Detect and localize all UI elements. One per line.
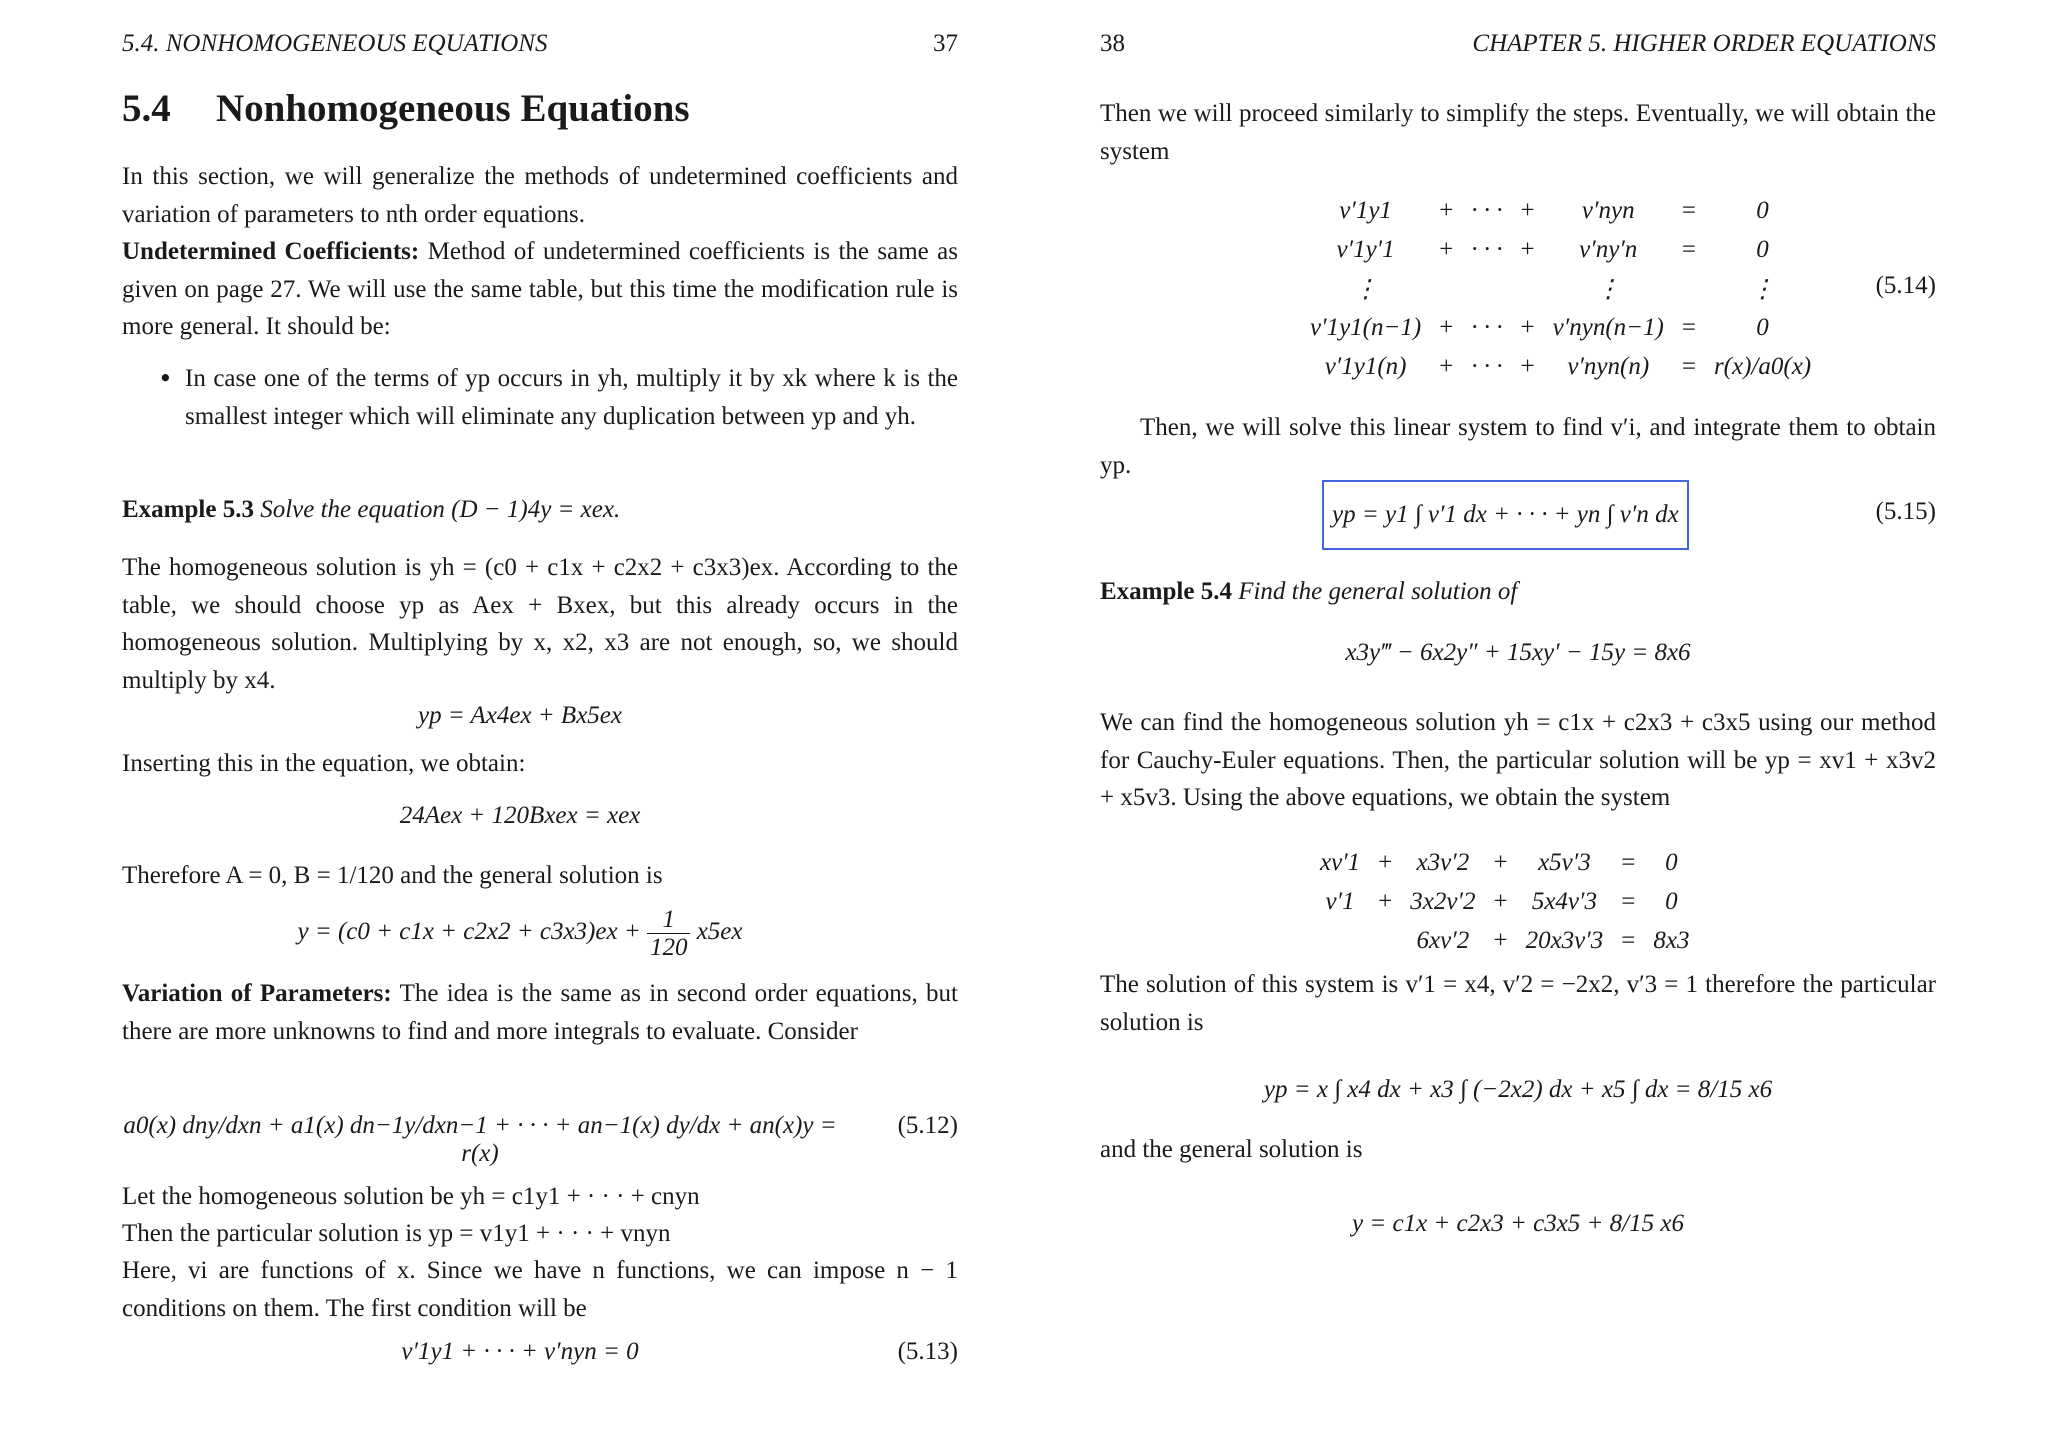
system-row — [1312, 922, 1697, 959]
equation-example-5-4: x3y‴ − 6x2y″ + 15xy′ − 15y = 8x6 — [1345, 639, 1691, 666]
undetermined-coefficients-paragraph — [122, 233, 958, 346]
equation-number-5-12: (5.12) — [897, 1112, 958, 1139]
system-cell: + — [1493, 926, 1508, 954]
system-cell: 20x3v′3 — [1525, 926, 1604, 954]
system-cell: + — [1378, 848, 1393, 876]
system-cell — [1312, 922, 1368, 959]
example-text: Find the general solution of — [1238, 578, 1518, 605]
system-cell: 0 — [1756, 235, 1769, 263]
example-text: Solve the equation (D − 1)4y = xex. — [260, 496, 621, 523]
system-cell: + — [1493, 887, 1508, 915]
system-cell: = — [1681, 235, 1696, 263]
system-cell: ⋮ — [1750, 275, 1776, 303]
solution-paragraph: The solution of this system is v′1 = x4, v′2 = −2x2, v′3 = 1 therefore the particular solution is — [1100, 971, 1936, 1036]
system-cell: = — [1621, 848, 1636, 876]
system-cell — [1370, 922, 1400, 959]
system-cell: 0 — [1756, 313, 1769, 341]
vp-text: The idea is the same as in second order equations, but there are more unknowns to find and more integrals to evaluate. Consider — [122, 980, 958, 1045]
system-cell: + — [1439, 352, 1454, 380]
example-5-3 — [122, 491, 958, 529]
system-cell: v′1y1(n) — [1324, 352, 1407, 380]
system-cell: + — [1520, 235, 1535, 263]
right-page — [1100, 0, 1936, 1448]
general-text: and the general solution is — [1100, 1136, 1363, 1163]
uc-text: Method of undetermined coefficients is the same as given on page 27. We will use the same table, but this time the modification rule is more general. It should be: — [122, 238, 959, 340]
system-cell: r(x)/a0(x) — [1713, 352, 1812, 380]
system-cell: = — [1621, 926, 1636, 954]
therefore-text: Therefore A = 0, B = 1/120 and the general solution is — [122, 862, 663, 889]
system-cell: x5v′3 — [1538, 848, 1591, 876]
system-cell: + — [1520, 196, 1535, 224]
equation-number-5-13: (5.13) — [897, 1338, 958, 1365]
uc-label: Undetermined Coefficients: — [122, 238, 420, 265]
then-paragraph: Then we will proceed similarly to simplify the steps. Eventually, we will obtain the system — [1100, 100, 1936, 165]
fraction-numerator: 1 — [647, 906, 691, 934]
page-number: 37 — [933, 30, 958, 57]
section-number: 5.4 — [122, 87, 171, 130]
equation-number-5-14: (5.14) — [1875, 272, 1936, 299]
equation-general-solution — [82, 906, 958, 961]
system-row — [1302, 348, 1819, 385]
system-row — [1302, 309, 1819, 346]
system-cell: = — [1621, 887, 1636, 915]
system-cell: 8x3 — [1653, 926, 1690, 954]
section-title: Nonhomogeneous Equations — [216, 87, 690, 130]
system-cell: · · · — [1471, 352, 1503, 380]
equation-particular-integral: yp = x ∫ x4 dx + x3 ∫ (−2x2) dx + x5 ∫ dx = 8/15 x6 — [1263, 1076, 1773, 1103]
homogeneous-paragraph: The homogeneous solution is yh = (c0 + c1x + c2x2 + c3x3)ex. According to the table, we should choose yp as Aex + Bxex, but this already occurs in the homogeneous solution. Multiplying by x, x2, x3 are not enough, so, we should multiply by x4. — [122, 554, 958, 694]
running-head — [1100, 30, 1936, 64]
system-example — [1310, 842, 1699, 961]
system-cell: = — [1681, 352, 1696, 380]
system-row — [1302, 231, 1819, 268]
system-cell: x3v′2 — [1416, 848, 1470, 876]
boxed-equation-5-15: yp = y1 ∫ v′1 dx + · · · + yn ∫ v′n dx — [1322, 480, 1689, 550]
homogeneous-line: Let the homogeneous solution be yh = c1y1 + · · · + cnyn — [122, 1183, 700, 1210]
system-cell: + — [1378, 887, 1393, 915]
system-row — [1302, 192, 1819, 229]
system-cell: v′1y1 — [1339, 196, 1392, 224]
running-head — [122, 30, 958, 64]
bullet-dot: • — [158, 364, 173, 393]
bullet-text: In case one of the terms of yp occurs in yh, multiply it by xk where k is the smallest integer which will eliminate any duplication between yp and yh. — [185, 365, 958, 430]
inserting-text: Inserting this in the equation, we obtain: — [122, 750, 526, 777]
example-5-4 — [1100, 573, 1936, 611]
system-cell: v′1y′1 — [1336, 235, 1395, 263]
system-cell: v′nyn(n−1) — [1552, 313, 1664, 341]
equation-inserted: 24Aex + 120Bxex = xex — [399, 802, 641, 829]
system-cell: + — [1439, 235, 1454, 263]
equation-5-12: a0(x) dny/dxn + a1(x) dn−1y/dxn−1 + · · · + an−1(x) dy/dx + an(x)y = r(x) — [123, 1112, 837, 1167]
particular-line: Then the particular solution is yp = v1y1 + · · · + vnyn — [122, 1220, 671, 1247]
equation-general-solution: y = c1x + c2x3 + c3x5 + 8/15 x6 — [1352, 1210, 1684, 1237]
system-cell: + — [1520, 313, 1535, 341]
cauchy-euler-paragraph: We can find the homogeneous solution yh = c1x + c2x3 + c3x5 using our method for Cauchy-Euler equations. Then, the particular solution will be yp = xv1 + x3v2 + x5v3. Using the above equations, we obtain the system — [1100, 709, 1936, 811]
system-cell: v′1y1(n−1) — [1310, 313, 1422, 341]
system-cell: 0 — [1756, 196, 1769, 224]
system-cell: + — [1520, 352, 1535, 380]
section-heading — [122, 86, 690, 131]
system-cell: xv′1 — [1320, 848, 1361, 876]
system-cell: + — [1439, 313, 1454, 341]
system-cell: v′nyn(n) — [1567, 352, 1650, 380]
equation-number-5-15: (5.15) — [1875, 498, 1936, 525]
system-cell — [1513, 270, 1543, 307]
general-rhs: x5ex — [696, 918, 743, 946]
system-cell — [1463, 270, 1510, 307]
system-cell: · · · — [1471, 235, 1503, 263]
system-cell: 6xv′2 — [1416, 926, 1470, 954]
system-cell: = — [1681, 313, 1696, 341]
equation-5-13: v′1y1 + · · · + v′nyn = 0 — [401, 1338, 639, 1365]
system-cell: 0 — [1665, 887, 1678, 915]
system-cell: = — [1681, 196, 1696, 224]
system-cell: 5x4v′3 — [1531, 887, 1597, 915]
page-number: 38 — [1100, 30, 1125, 57]
intro-paragraph: In this section, we will generalize the methods of undetermined coefficients and variation of parameters to nth order equations. — [122, 163, 958, 228]
system-row — [1312, 844, 1697, 881]
system-cell: 3x2v′2 — [1410, 887, 1476, 915]
system-5-14 — [1300, 190, 1821, 387]
system-cell: v′1 — [1325, 887, 1355, 915]
variation-of-parameters-paragraph — [122, 975, 958, 1050]
fraction — [647, 906, 691, 961]
system-cell — [1674, 270, 1704, 307]
equation-yp: yp = Ax4ex + Bx5ex — [417, 702, 622, 729]
system-cell: + — [1493, 848, 1508, 876]
system-row — [1302, 270, 1819, 307]
system-cell: ⋮ — [1595, 275, 1621, 303]
solve-paragraph: Then, we will solve this linear system to find v′i, and integrate them to obtain yp. — [1100, 414, 1936, 479]
running-title: 5.4. NONHOMOGENEOUS EQUATIONS — [122, 30, 548, 57]
system-cell — [1431, 270, 1461, 307]
system-cell: · · · — [1471, 313, 1503, 341]
system-row — [1312, 883, 1697, 920]
system-cell: 0 — [1665, 848, 1678, 876]
system-cell: ⋮ — [1353, 275, 1379, 303]
system-cell: v′ny′n — [1579, 235, 1638, 263]
left-page — [122, 0, 958, 1448]
example-label: Example 5.3 — [122, 496, 254, 523]
fraction-denominator: 120 — [649, 934, 688, 961]
vp-label: Variation of Parameters: — [122, 980, 392, 1007]
system-cell: + — [1439, 196, 1454, 224]
here-paragraph: Here, vi are functions of x. Since we have n functions, we can impose n − 1 conditions on them. The first condition will be — [122, 1257, 958, 1322]
example-label: Example 5.4 — [1100, 578, 1232, 605]
general-lhs: y = (c0 + c1x + c2x2 + c3x3)ex + — [297, 918, 641, 946]
system-cell: · · · — [1471, 196, 1503, 224]
system-cell: v′nyn — [1581, 196, 1635, 224]
running-title: CHAPTER 5. HIGHER ORDER EQUATIONS — [1472, 30, 1936, 57]
